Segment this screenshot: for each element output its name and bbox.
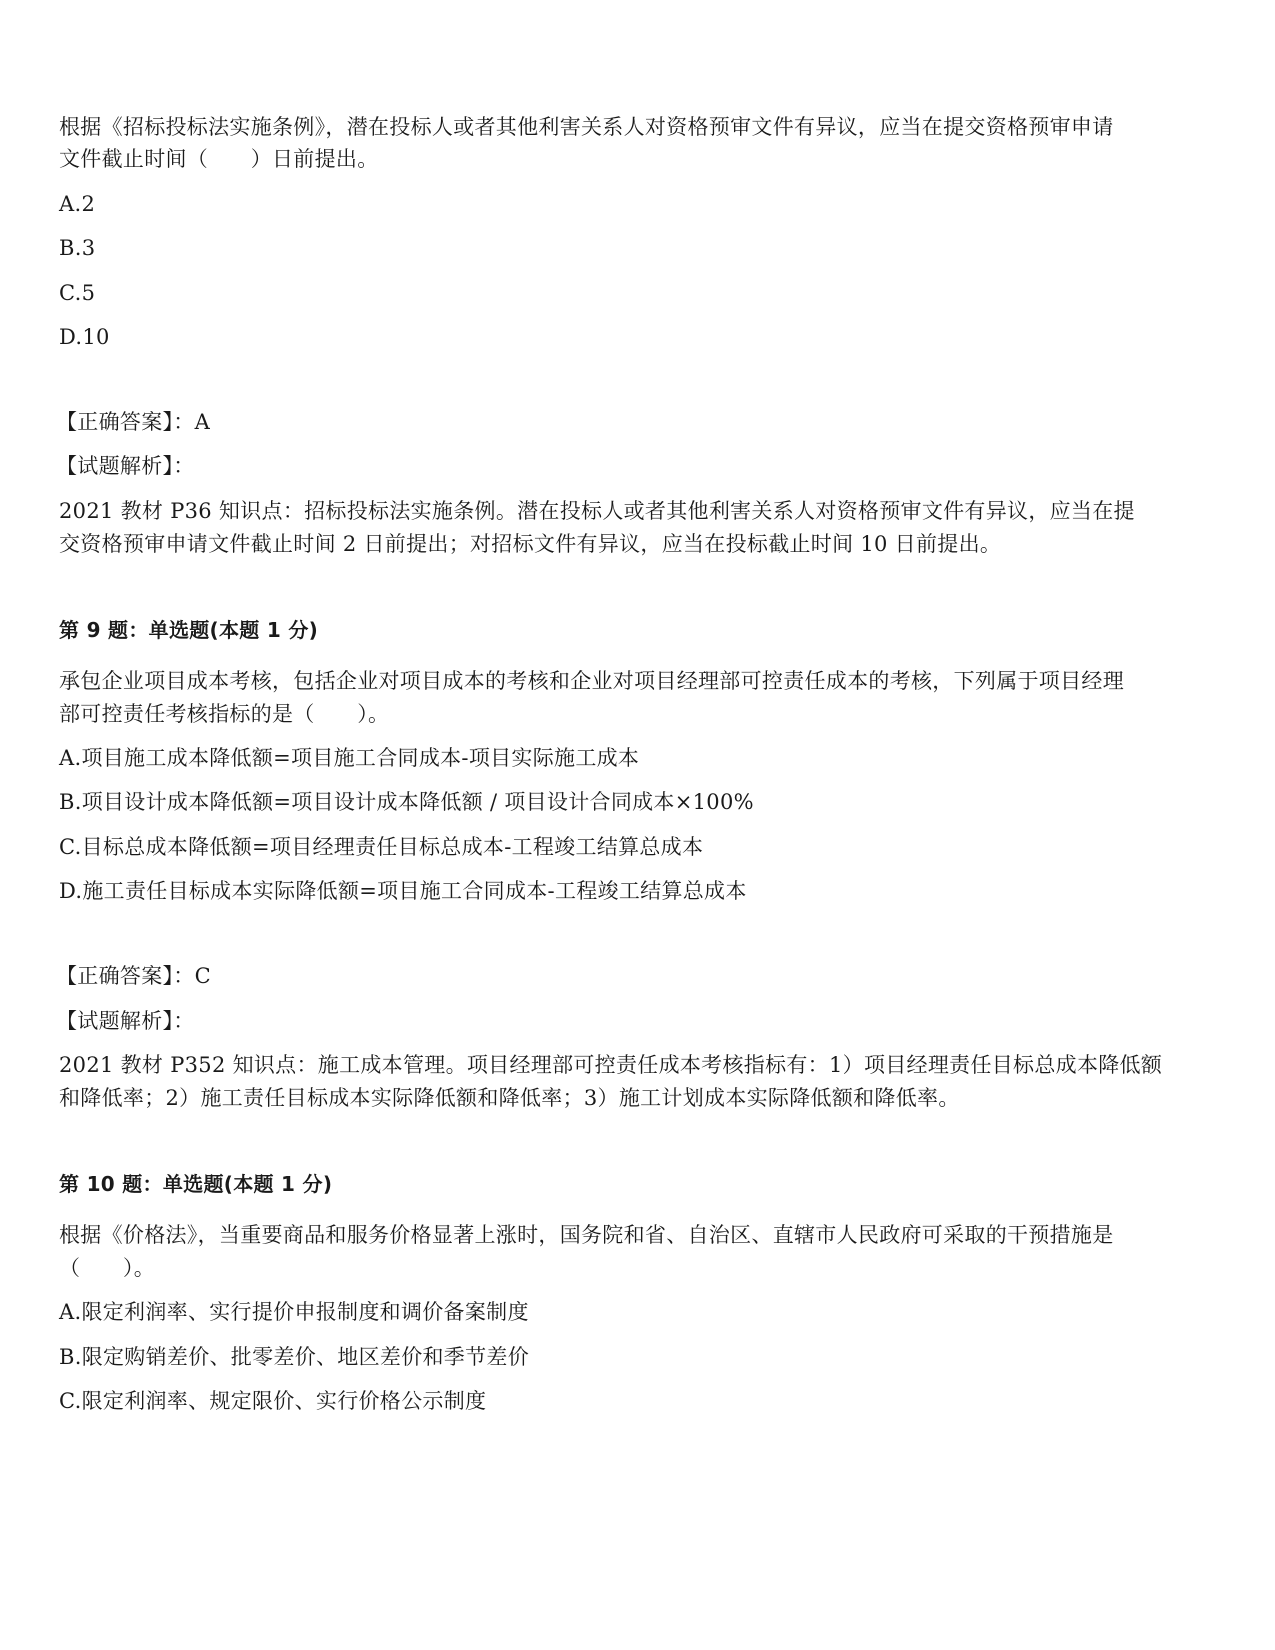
q9-option-c: C.目标总成本降低额=项目经理责任目标总成本-工程竣工结算总成本 — [59, 835, 704, 859]
q8-option-c: C.5 — [59, 281, 96, 305]
q10-option-b: B.限定购销差价、批零差价、地区差价和季节差价 — [59, 1345, 530, 1369]
q9-option-d: D.施工责任目标成本实际降低额=项目施工合同成本-工程竣工结算总成本 — [59, 879, 747, 903]
q9-analysis-line-1: 2021 教材 P352 知识点：施工成本管理。项目经理部可控责任成本考核指标有：1）项目经理责任目标总成本降低额 — [59, 1053, 1163, 1077]
q8-analysis-line-1: 2021 教材 P36 知识点：招标投标法实施条例。潜在投标人或者其他利害关系人对资格预审文件有异议，应当在提 — [59, 499, 1135, 523]
q9-analysis-label: 【试题解析】： — [56, 1009, 195, 1033]
q10-option-a: A.限定利润率、实行提价申报制度和调价备案制度 — [59, 1300, 529, 1324]
q9-option-b: B.项目设计成本降低额=项目设计成本降低额 / 项目设计合同成本×100% — [59, 790, 754, 814]
q10-option-c: C.限定利润率、规定限价、实行价格公示制度 — [59, 1389, 487, 1413]
q8-correct-answer: 【正确答案】：A — [56, 410, 211, 434]
q9-stem-line-2: 部可控责任考核指标的是（ ）。 — [59, 702, 390, 726]
q9-analysis-line-2: 和降低率；2）施工责任目标成本实际降低额和降低率；3）施工计划成本实际降低额和降低率。 — [59, 1086, 960, 1110]
q9-stem-line-1: 承包企业项目成本考核，包括企业对项目成本的考核和企业对项目经理部可控责任成本的考核，下列属于项目经理 — [59, 669, 1124, 693]
q10-stem-line-2: （ ）。 — [59, 1256, 155, 1280]
q9-heading: 第 9 题：单选题(本题 1 分) — [59, 618, 319, 642]
q9-option-a: A.项目施工成本降低额=项目施工合同成本-项目实际施工成本 — [59, 746, 640, 770]
q10-heading: 第 10 题：单选题(本题 1 分) — [59, 1172, 333, 1196]
q8-option-b: B.3 — [59, 236, 96, 260]
q8-stem-line-1: 根据《招标投标法实施条例》，潜在投标人或者其他利害关系人对资格预审文件有异议，应当在提交资格预审申请 — [59, 115, 1114, 139]
q8-option-a: A.2 — [59, 192, 96, 216]
q8-analysis-label: 【试题解析】： — [56, 454, 195, 478]
q8-analysis-line-2: 交资格预审申请文件截止时间 2 日前提出；对招标文件有异议，应当在投标截止时间 10 日前提出。 — [59, 532, 1002, 556]
q10-stem-line-1: 根据《价格法》，当重要商品和服务价格显著上涨时，国务院和省、自治区、直辖市人民政府可采取的干预措施是 — [59, 1223, 1114, 1247]
q9-correct-answer: 【正确答案】：C — [56, 964, 211, 988]
q8-stem-line-2: 文件截止时间（ ）日前提出。 — [59, 147, 379, 171]
q8-option-d: D.10 — [59, 325, 110, 349]
